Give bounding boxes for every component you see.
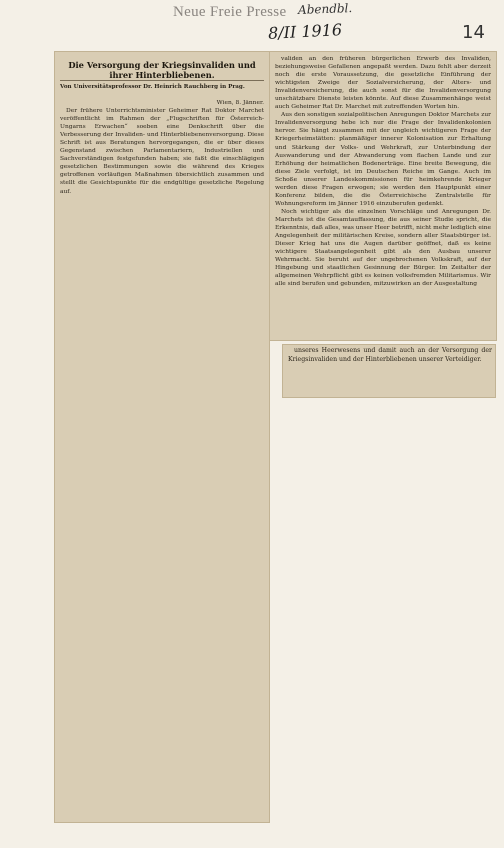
- article-byline: Von Universitätsprofessor Dr. Heinrich Rauchberg in Prag.: [60, 84, 245, 90]
- newspaper-masthead: Neue Freie Presse: [173, 4, 287, 20]
- article-continuation: [288, 347, 492, 395]
- headline-line-1: Die Versorgung der Kriegsinvaliden und: [68, 60, 256, 70]
- article-paragraph: unseres Heerwesens und damit auch an der Versorgung der Kriegsinvaliden und der Hinterbliebenen unserer Verteidiger.: [288, 347, 492, 363]
- article-paragraph: Aus den sonstigen sozialpolitischen Anregungen Doktor Marchets zur Invalidenversorgung hebe ich nur die Frage der Invalidenkolonien hervor. Sie hängt zusammen mit der ungleich wichtigeren Frage der Kriegerheimstätten: planmäßiger innerer Kolonisation zur Erhaltung und Stärkung der Volks- und Wehrkraft, zur Unterbindung der Auswanderung und der Abwanderung vom flachen Lande und zur Erhöhung der heimatlichen Bodenerträge. Eine breite Bewegung, die diese Ziele verfolgt, ist im Deutschen Reiche im Gange. Auch im Schoße unserer Landeskommissionen für heimkehrende Krieger werden diese Fragen erwogen; sie werden den Hauptpunkt einer Konferenz bilden, die die Österreichische Zentralstelle für Wohnungsreform im Jänner 1916 einzuberufen gedenkt.: [275, 112, 491, 207]
- handwritten-date: 8/II 1916: [267, 20, 343, 43]
- headline-rule: [60, 80, 264, 81]
- article-column-right: [275, 55, 491, 337]
- article-paragraph: Noch wichtiger als die einzelnen Vorschläge und Anregungen Dr. Marchets ist die Gesamtauffassung, die aus seiner Studie spricht, die Erkenntnis, daß alles, was unser Heer betrifft, nicht mehr lediglich eine Angelegenheit der militärischen Kreise, sondern aller Staatsbürger ist. Dieser Krieg hat uns die Augen darüber geöffnet, daß es keine wichtigere Staatsangelegenheit gibt als den Ausbau unserer Wehrmacht. Sie beruht auf der ungebrochenen Volkskraft, auf der Hingebung und staatlichen Gesinnung der Bürger. Im Zeitalter der allgemeinen Wehrpflicht gibt es keinen volksfremden Militarismus. Wir alle sind berufen und gebunden, mitzuwirken an der Ausgestaltung: [275, 208, 491, 288]
- article-column-left: [60, 99, 264, 815]
- article-headline: [60, 60, 264, 80]
- article-paragraph: validen an den früheren bürgerlichen Erwerb des Invaliden, beziehungsweise Gefallenen angepaßt werden. Dazu fehlt aber derzeit noch die erste Voraussetzung, die gesetzliche Einführung der wichtigsten Zweige der Sozialversicherung, der Alters- und Invalidenversicherung, die auch sonst für die Invalidenversorgung unschätzbare Dienste leisten könnte. Auf diese Zusammenhänge weist auch Geheimer Rat Dr. Marchet mit zutreffenden Worten hin.: [275, 56, 491, 111]
- handwritten-page-number: 14: [462, 22, 485, 43]
- article-paragraph: Der frühere Unterrichtsminister Geheimer Rat Doktor Marchet veröffentlicht im Rahmen der „Flugschriften für Österreich-Ungarns Erwachen“ soeben eine Denkschrift über die Verbesserung der Invaliden- und Hinterbliebenenversorgung. Diese Schrift ist aus Beratungen hervorgegangen, die er über dieses Gegenstand zwischen Parlamentariern, Industriellen und Sachverständigen festgefunden haben; sie faßt die einschlägigen gesetzlichen Bestimmungen sowie die während des Krieges getroffenen vorläufigen Maßnahmen übersichtlich zusammen und stellt die Gesichtspunkte für die endgültige gesetzliche Regelung auf.: [60, 108, 264, 195]
- handwritten-edition-note: Abendbl.: [297, 1, 353, 17]
- article-dateline: Wien, 8. Jänner.: [216, 100, 264, 106]
- headline-line-2: ihrer Hinterbliebenen.: [109, 70, 215, 80]
